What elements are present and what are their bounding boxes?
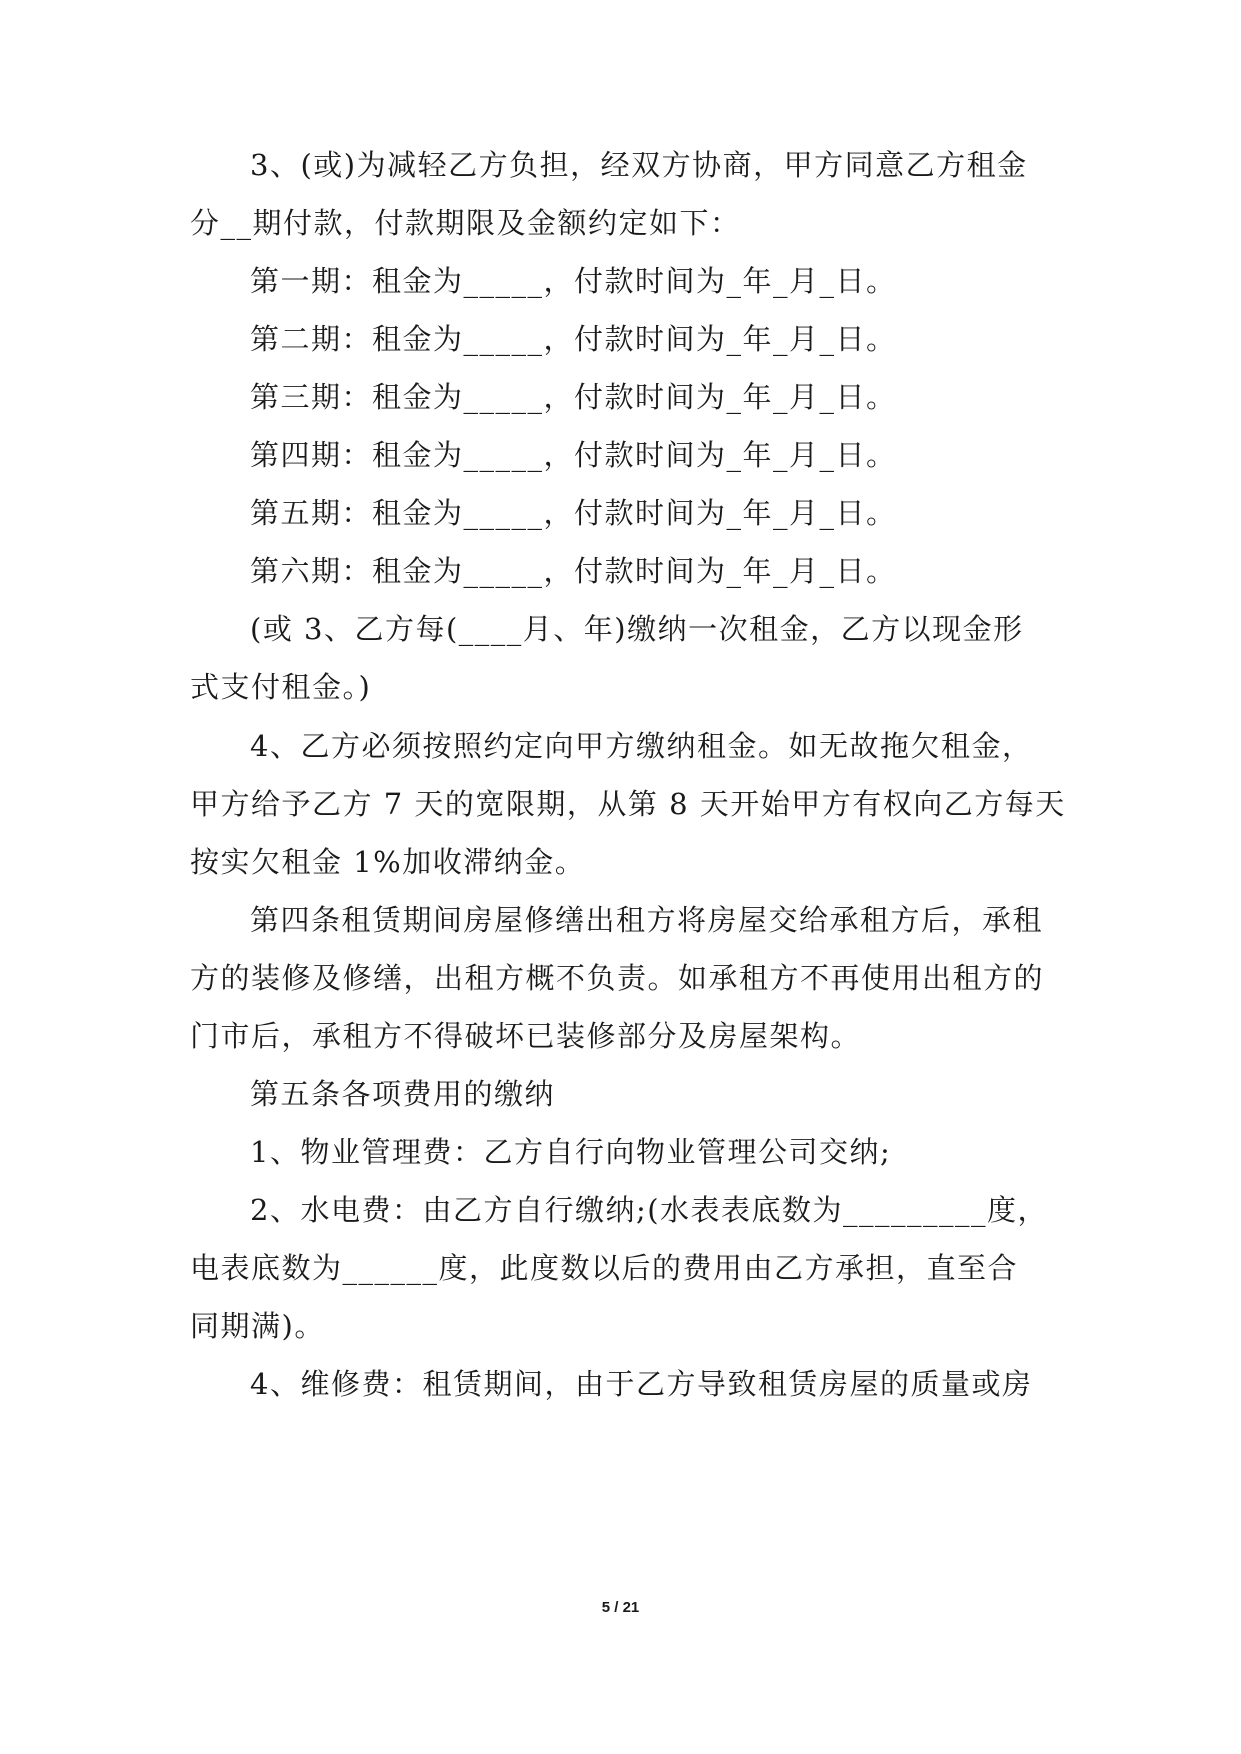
article-4-line1: 第四条租赁期间房屋修缮出租方将房屋交给承租方后，承租 bbox=[250, 903, 1044, 937]
period-1-line: 第一期：租金为_____，付款时间为_年_月_日。 bbox=[250, 264, 897, 298]
article-5-title: 第五条各项费用的缴纳 bbox=[250, 1077, 556, 1111]
page-number: 5 / 21 bbox=[601, 1599, 640, 1616]
fee-utilities-line2: 电表底数为______度，此度数以后的费用由乙方承担，直至合 bbox=[190, 1251, 1019, 1285]
late-fee-clause-line2: 甲方给予乙方 7 天的宽限期，从第 8 天开始甲方有权向乙方每天 bbox=[190, 787, 1066, 821]
fee-maintenance-line1: 4、维修费：租赁期间，由于乙方导致租赁房屋的质量或房 bbox=[250, 1367, 1033, 1401]
late-fee-clause-line3: 按实欠租金 1%加收滞纳金。 bbox=[190, 845, 586, 879]
period-3-line: 第三期：租金为_____，付款时间为_年_月_日。 bbox=[250, 380, 897, 414]
paragraph-installment-line1: 3、(或)为减轻乙方负担，经双方协商，甲方同意乙方租金 bbox=[250, 148, 1028, 182]
fee-utilities-line1: 2、水电费：由乙方自行缴纳;(水表表底数为_________度， bbox=[250, 1193, 1049, 1227]
period-6-line: 第六期：租金为_____，付款时间为_年_月_日。 bbox=[250, 554, 897, 588]
paragraph-installment-line2: 分__期付款，付款期限及金额约定如下： bbox=[190, 206, 741, 240]
fee-property-management: 1、物业管理费：乙方自行向物业管理公司交纳; bbox=[250, 1135, 892, 1169]
period-2-line: 第二期：租金为_____，付款时间为_年_月_日。 bbox=[250, 322, 897, 356]
article-4-line2: 方的装修及修缮，出租方概不负责。如承租方不再使用出租方的 bbox=[190, 961, 1045, 995]
late-fee-clause-line1: 4、乙方必须按照约定向甲方缴纳租金。如无故拖欠租金， bbox=[250, 729, 1033, 763]
fee-utilities-line3: 同期满)。 bbox=[190, 1309, 325, 1343]
period-4-line: 第四期：租金为_____，付款时间为_年_月_日。 bbox=[250, 438, 897, 472]
alternative-clause-line1: (或 3、乙方每(____月、年)缴纳一次租金，乙方以现金形 bbox=[250, 612, 1024, 646]
period-5-line: 第五期：租金为_____，付款时间为_年_月_日。 bbox=[250, 496, 897, 530]
article-4-line3: 门市后，承租方不得破坏已装修部分及房屋架构。 bbox=[190, 1019, 862, 1053]
alternative-clause-line2: 式支付租金。) bbox=[190, 670, 372, 704]
